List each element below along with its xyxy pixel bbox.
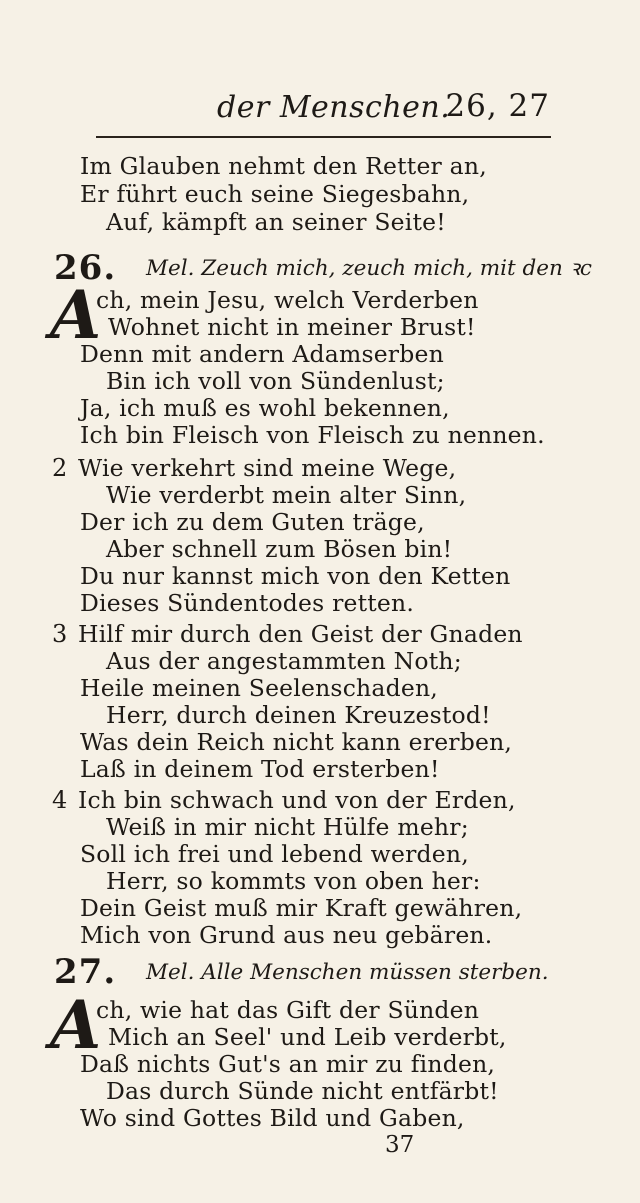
verse-line: Wie verderbt mein alter Sinn, [106,481,467,509]
verse-line: Denn mit andern Adamserben [80,340,444,368]
page-number: 37 [385,1132,415,1158]
verse-line: Herr, durch deinen Kreuzestod! [106,701,491,729]
verse-line: Dieses Sündentodes retten. [80,589,415,617]
verse-line: Laß in deinem Tod ersterben! [80,755,440,783]
verse-text: Ich bin schwach und von der Erden, [78,786,516,814]
verse-line: Soll ich frei und lebend werden, [80,840,469,868]
verse-line: Der ich zu dem Guten träge, [80,508,425,536]
verse-line: Wohnet nicht in meiner Brust! [108,313,476,341]
hymn-26-heading [54,248,592,288]
header-rule [96,136,551,138]
verse-line: ch, wie hat das Gift der Sünden [96,996,480,1024]
melody-line: Mel. Alle Menschen müssen sterben. [146,960,549,985]
drop-cap: A [50,276,102,354]
verse-line: Mich an Seel' und Leib verderbt, [108,1023,507,1051]
verse-line: Daß nichts Gut's an mir zu finden, [80,1050,496,1078]
verse-number: 3 [52,620,68,648]
verse-line [52,786,516,814]
verse-line: Ja, ich muß es wohl bekennen, [80,394,450,422]
verse-line: Mich von Grund aus neu gebären. [80,921,493,949]
verse-line: Aus der angestammten Noth; [106,647,462,675]
verse-text: Hilf mir durch den Geist der Gnaden [78,620,523,648]
verse-number: 4 [52,786,68,814]
verse-line: Wo sind Gottes Bild und Gaben, [80,1104,465,1132]
verse-line [52,620,523,648]
verse-line: Ich bin Fleisch von Fleisch zu nennen. [80,421,545,449]
verse-line: Bin ich voll von Sündenlust; [106,367,445,395]
verse-line: Herr, so kommts von oben her: [106,867,481,895]
verse-line: Dein Geist muß mir Kraft gewähren, [80,894,523,922]
verse-line: Er führt euch seine Siegesbahn, [80,180,470,208]
hymn-number: 26. [54,248,117,288]
verse-line: Du nur kannst mich von den Ketten [80,562,511,590]
running-title: der Menschen. [217,90,451,125]
verse-number: 2 [52,454,68,482]
verse-line: Im Glauben nehmt den Retter an, [80,152,487,180]
melody-line: Mel. Zeuch mich, zeuch mich, mit den ꝛc [146,256,592,281]
verse-line: Heile meinen Seelenschaden, [80,674,438,702]
hymn-27-heading [54,952,549,992]
verse-text: Wie verkehrt sind meine Wege, [78,454,457,482]
hymn-number: 27. [54,952,117,992]
running-header [95,84,550,124]
verse-line: Auf, kämpft an seiner Seite! [106,208,446,236]
verse-line: Das durch Sünde nicht entfärbt! [106,1077,499,1105]
verse-line: Weiß in mir nicht Hülfe mehr; [106,813,469,841]
verse-line [52,454,456,482]
verse-line: Was dein Reich nicht kann ererben, [80,728,513,756]
drop-cap: A [50,986,102,1064]
hymn-range: 26, 27 [445,88,550,124]
verse-line: Aber schnell zum Bösen bin! [106,535,453,563]
verse-line: ch, mein Jesu, welch Verderben [96,286,479,314]
